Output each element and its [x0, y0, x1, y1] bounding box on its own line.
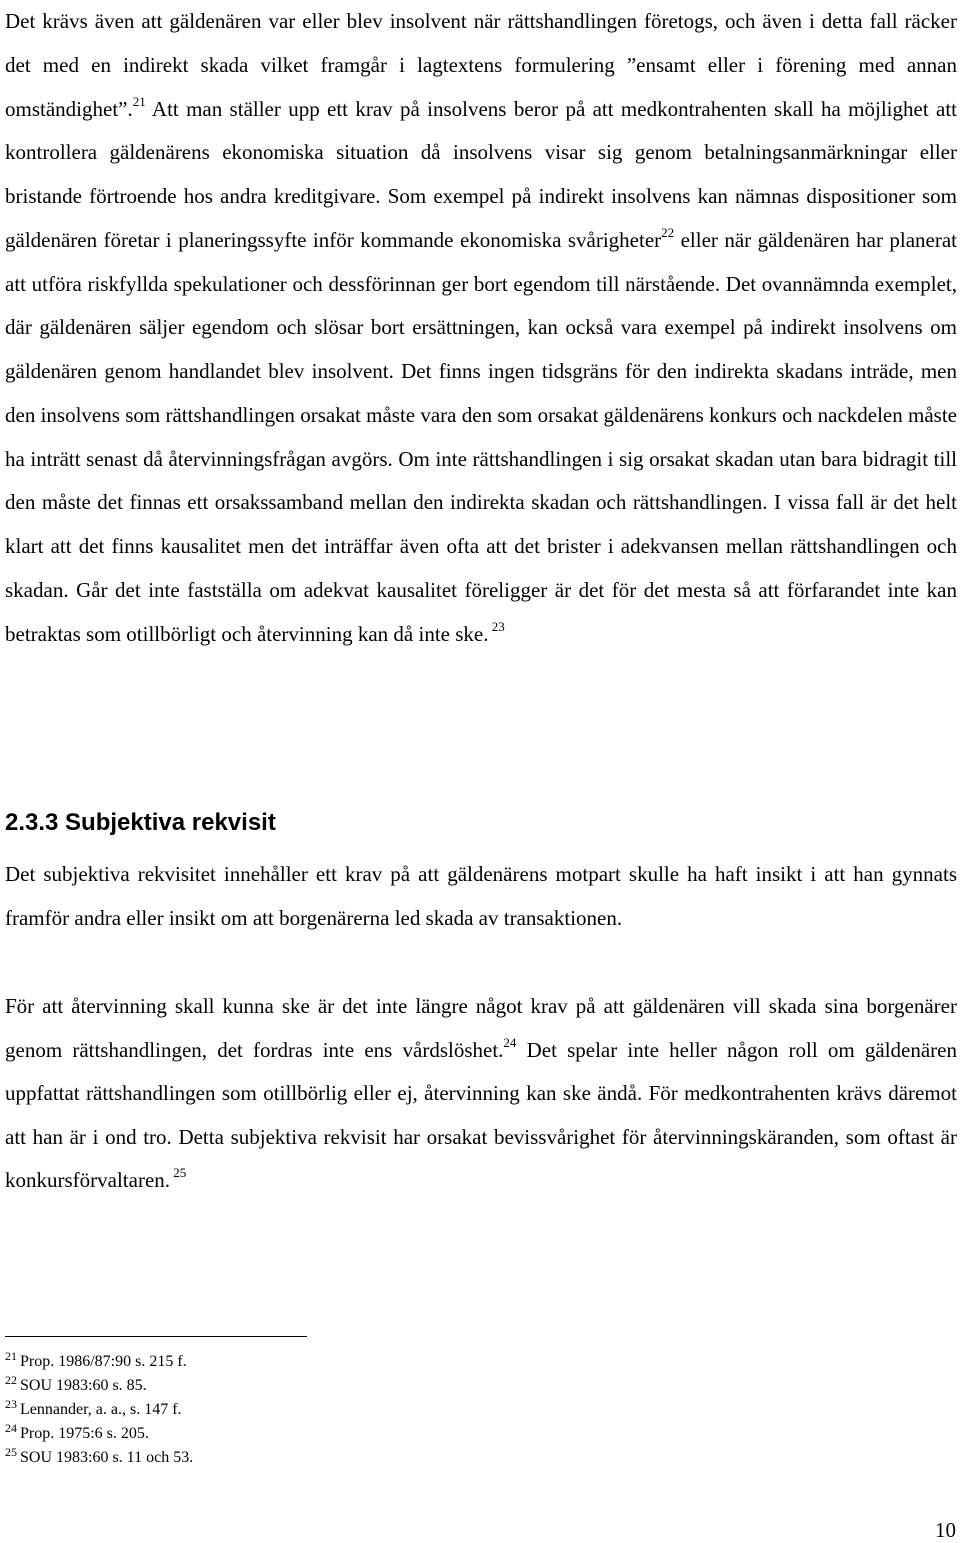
footnote-text: Lennander, a. a., s. 147 f. — [20, 1401, 182, 1418]
footnote-text: SOU 1983:60 s. 11 och 53. — [20, 1449, 194, 1466]
body-paragraph-3 — [5, 985, 957, 1203]
footnote-number: 25 — [5, 1445, 17, 1459]
footnote-number: 24 — [5, 1421, 17, 1435]
paragraph-text: För att återvinning skall kunna ske är det inte längre något krav på att gäldenären vill skada sina borgenärer genom rättshandlingen, det fordras inte ens vårdslöshet. — [5, 994, 957, 1062]
footnote-ref-25[interactable]: 25 — [170, 1165, 187, 1181]
footnote-24 — [5, 1422, 193, 1446]
paragraph-text: Det krävs även att gäldenären var eller blev insolvent när rättshandlingen företogs, och även i detta fall räcker det med en indirekt skada vilket framgår i lagtextens formulering ”ensamt eller i förening med annan omständighet”. — [5, 9, 957, 121]
paragraph-text: Att man ställer upp ett krav på insolvens beror på att medkontrahenten skall ha möjlighet att kontrollera gäldenärens ekonomiska situation då insolvens visar sig genom betalningsanmärkningar eller bristande förtroende hos andra kreditgivare. Som exempel på indirekt insolvens kan nämnas dispositioner som gäldenären företar i planeringssyfte inför kommande ekonomiska svårigheter — [5, 96, 957, 252]
footnote-22 — [5, 1374, 193, 1398]
footnote-23 — [5, 1398, 193, 1422]
footnote-text: Prop. 1986/87:90 s. 215 f. — [20, 1353, 187, 1370]
footnote-list — [5, 1350, 193, 1470]
footnote-ref-22[interactable]: 22 — [661, 224, 675, 240]
footnote-text: SOU 1983:60 s. 85. — [20, 1377, 147, 1394]
footnote-separator — [5, 1336, 307, 1337]
paragraph-text: eller när gäldenären har planerat att utföra riskfyllda spekulationer och dessförinnan ger bort egendom till närstående. Det ovannämnda exemplet, där gäldenären säljer egendom och slösar bort ersättningen, kan också vara exempel på indirekt insolvens om gäldenären genom handlandet blev insolvent. Det finns ingen tidsgräns för den indirekta skadans inträde, men den insolvens som rättshandlingen orsakat måste vara den som orsakat gäldenärens konkurs och nackdelen måste ha inträtt senast då återvinningsfrågan avgörs. Om inte rättshandlingen i sig orsakat skadan utan bara bidragit till den måste det finnas ett orsakssamband mellan den indirekta skadan och rättshandlingen. I vissa fall är det helt klart att det finns kausalitet men det inträffar även ofta att det brister i adekvansen mellan rättshandlingen och skadan. Går det inte fastställa om adekvat kausalitet föreligger är det för det mesta så att förfarandet inte kan betraktas som otillbörligt och återvinning kan då inte ske. — [5, 227, 957, 646]
footnote-text: Prop. 1975:6 s. 205. — [20, 1425, 149, 1442]
footnote-number: 22 — [5, 1373, 17, 1387]
footnote-ref-24[interactable]: 24 — [503, 1034, 517, 1050]
footnote-number: 21 — [5, 1349, 17, 1363]
footnote-ref-21[interactable]: 21 — [132, 93, 146, 109]
footnote-25 — [5, 1446, 193, 1470]
section-heading: 2.3.3 Subjektiva rekvisit — [5, 809, 276, 836]
body-paragraph-2: Det subjektiva rekvisitet innehåller ett krav på att gäldenärens motpart skulle ha haft insikt i att han gynnats framför andra eller insikt om att borgenärerna led skada av transaktionen. — [5, 862, 957, 930]
paragraph-text: Det spelar inte heller någon roll om gäldenären uppfattat rättshandlingen som otillbörlig eller ej, återvinning kan ske ändå. För medkontrahenten krävs däremot att han är i ond tro. Detta subjektiva rekvisit har orsakat bevissvårighet för återvinningskäranden, som oftast är konkursförvaltaren. — [5, 1037, 957, 1193]
body-paragraph-1 — [5, 0, 957, 656]
footnote-number: 23 — [5, 1397, 17, 1411]
footnote-21 — [5, 1350, 193, 1374]
page-number: 10 — [935, 1518, 956, 1542]
footnote-ref-23[interactable]: 23 — [488, 618, 505, 634]
